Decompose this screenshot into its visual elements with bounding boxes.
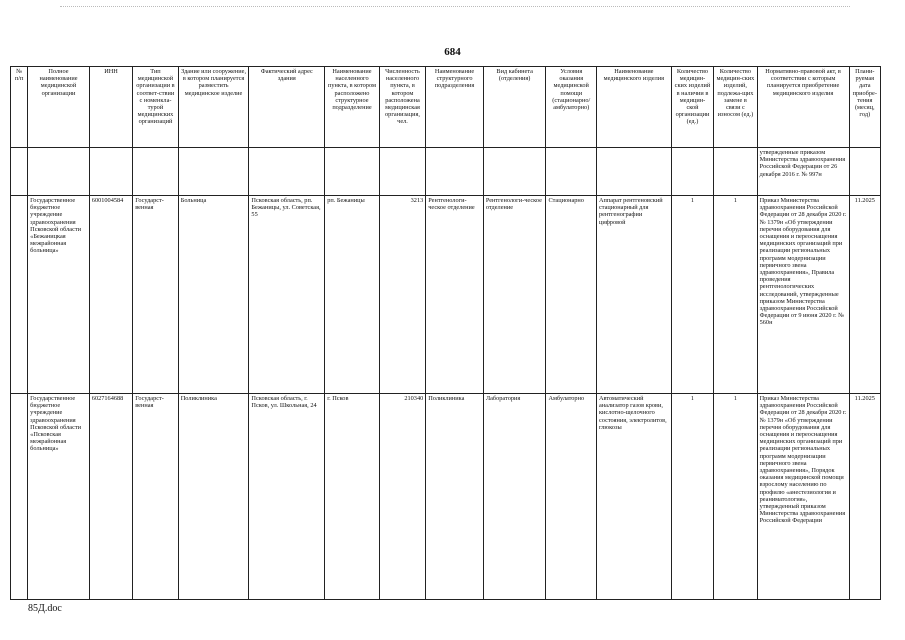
cell-address: Псковская область, г. Псков, ул. Школьная, 24 <box>249 394 325 600</box>
document-filename: 85Д.doc <box>28 603 62 614</box>
cell-org: Государственное бюджетное учреждение здравоохранения Псковской области «Псковская межрайонная больница» <box>28 394 90 600</box>
header-device: Наименование медицинского изделия <box>596 67 671 148</box>
header-population: Численность населенного пункта, в котором расположена медицинская организация, чел. <box>379 67 425 148</box>
table-row-continuation <box>11 148 881 196</box>
cell-type: Государст-венная <box>133 196 178 394</box>
header-type: Тип медицинской организации в соответ-ствии с номенкла-турой медицинских организаций <box>133 67 178 148</box>
cell-unit: Рентгенологи-ческое отделение <box>426 196 484 394</box>
header-building: Здание или сооружение, в котором планируется разместить медицинское изделие <box>178 67 249 148</box>
cell-act: Приказ Министерства здравоохранения Российской Федерации от 28 декабря 2020 г. № 1379н «Об утверждении перечня оборудования для оснащения и переоснащения медицинских организаций при реализации региональных программ модернизации первичного звена здравоохранения», Правила проведения рентгенологических исследований, утвержденные приказом Министерства здравоохранения Российской Федерации от 9 июня 2020 г. № 560н <box>757 196 849 394</box>
table-row <box>11 394 881 600</box>
cell-qty: 1 <box>671 196 713 394</box>
header-unit: Наименование структурного подразделения <box>426 67 484 148</box>
cell-locality: рп. Бежаницы <box>325 196 380 394</box>
continuation-act: утвержденные приказом Министерства здравоохранения Российской Федерации от 26 декабря 2016 г. № 997н <box>757 148 849 196</box>
cell-building: Больница <box>178 196 249 394</box>
cell-act: Приказ Министерства здравоохранения Российской Федерации от 28 декабря 2020 г. № 1379н «Об утверждении перечня оборудования для оснащения и переоснащения медицинских организаций при реализации региональных программ модернизации первичного звена здравоохранения», Порядок оказания медицинской помощи взрослому населению по профилю «анестезиология и реаниматология», утвержденный приказом Министерства здравоохранения Российской Федерации <box>757 394 849 600</box>
scan-edge-line <box>60 6 850 7</box>
table-header-row <box>11 67 881 148</box>
cell-type: Государст-венная <box>133 394 178 600</box>
header-org: Полное наименование медицинской организации <box>28 67 90 148</box>
header-cabinet: Вид кабинета (отделения) <box>483 67 546 148</box>
cell-cabinet: Рентгенологи-ческое отделение <box>483 196 546 394</box>
cell-inn: 6001004584 <box>89 196 132 394</box>
cell-num <box>11 196 28 394</box>
header-date: Плани-руемая дата приобре-тения (месяц, год) <box>849 67 880 148</box>
header-locality: Наименование населенного пункта, в котором расположено структурное подразделение <box>325 67 380 148</box>
cell-inn: 6027164688 <box>89 394 132 600</box>
cell-replace: 1 <box>714 196 757 394</box>
cell-conditions: Амбулаторно <box>546 394 597 600</box>
table-row <box>11 196 881 394</box>
equipment-table <box>10 66 881 600</box>
cell-address: Псковская область, рп. Бежаницы, ул. Советская, 55 <box>249 196 325 394</box>
header-address: Фактический адрес здания <box>249 67 325 148</box>
header-conditions: Условия оказания медицинской помощи (стационарно/амбулаторно) <box>546 67 597 148</box>
cell-date: 11.2025 <box>849 196 880 394</box>
header-qty: Количество медицин-ских изделий в наличии в медицин-ской организации (ед.) <box>671 67 713 148</box>
page-number: 684 <box>444 46 461 58</box>
cell-unit: Поликлиника <box>426 394 484 600</box>
header-replace: Количество медицин-ских изделий, подлежа-щих замене в связи с износом (ед.) <box>714 67 757 148</box>
cell-building: Поликлиника <box>178 394 249 600</box>
cell-cabinet: Лаборатория <box>483 394 546 600</box>
cell-locality: г. Псков <box>325 394 380 600</box>
cell-replace: 1 <box>714 394 757 600</box>
cell-org: Государственное бюджетное учреждение здравоохранения Псковской области «Бежаницкая межрайонная больница» <box>28 196 90 394</box>
cell-date: 11.2025 <box>849 394 880 600</box>
header-num: № п/п <box>11 67 28 148</box>
header-act: Нормативно-правовой акт, в соответствии с которым планируется приобретение медицинского изделия <box>757 67 849 148</box>
cell-device: Автоматический анализатор газов крови, кислотно-щелочного состояния, электролитов, глюкозы <box>596 394 671 600</box>
cell-population: 3213 <box>379 196 425 394</box>
cell-num <box>11 394 28 600</box>
cell-conditions: Стационарно <box>546 196 597 394</box>
cell-population: 210340 <box>379 394 425 600</box>
cell-qty: 1 <box>671 394 713 600</box>
header-inn: ИНН <box>89 67 132 148</box>
cell-device: Аппарат рентгеновский стационарный для рентгенографии цифровой <box>596 196 671 394</box>
